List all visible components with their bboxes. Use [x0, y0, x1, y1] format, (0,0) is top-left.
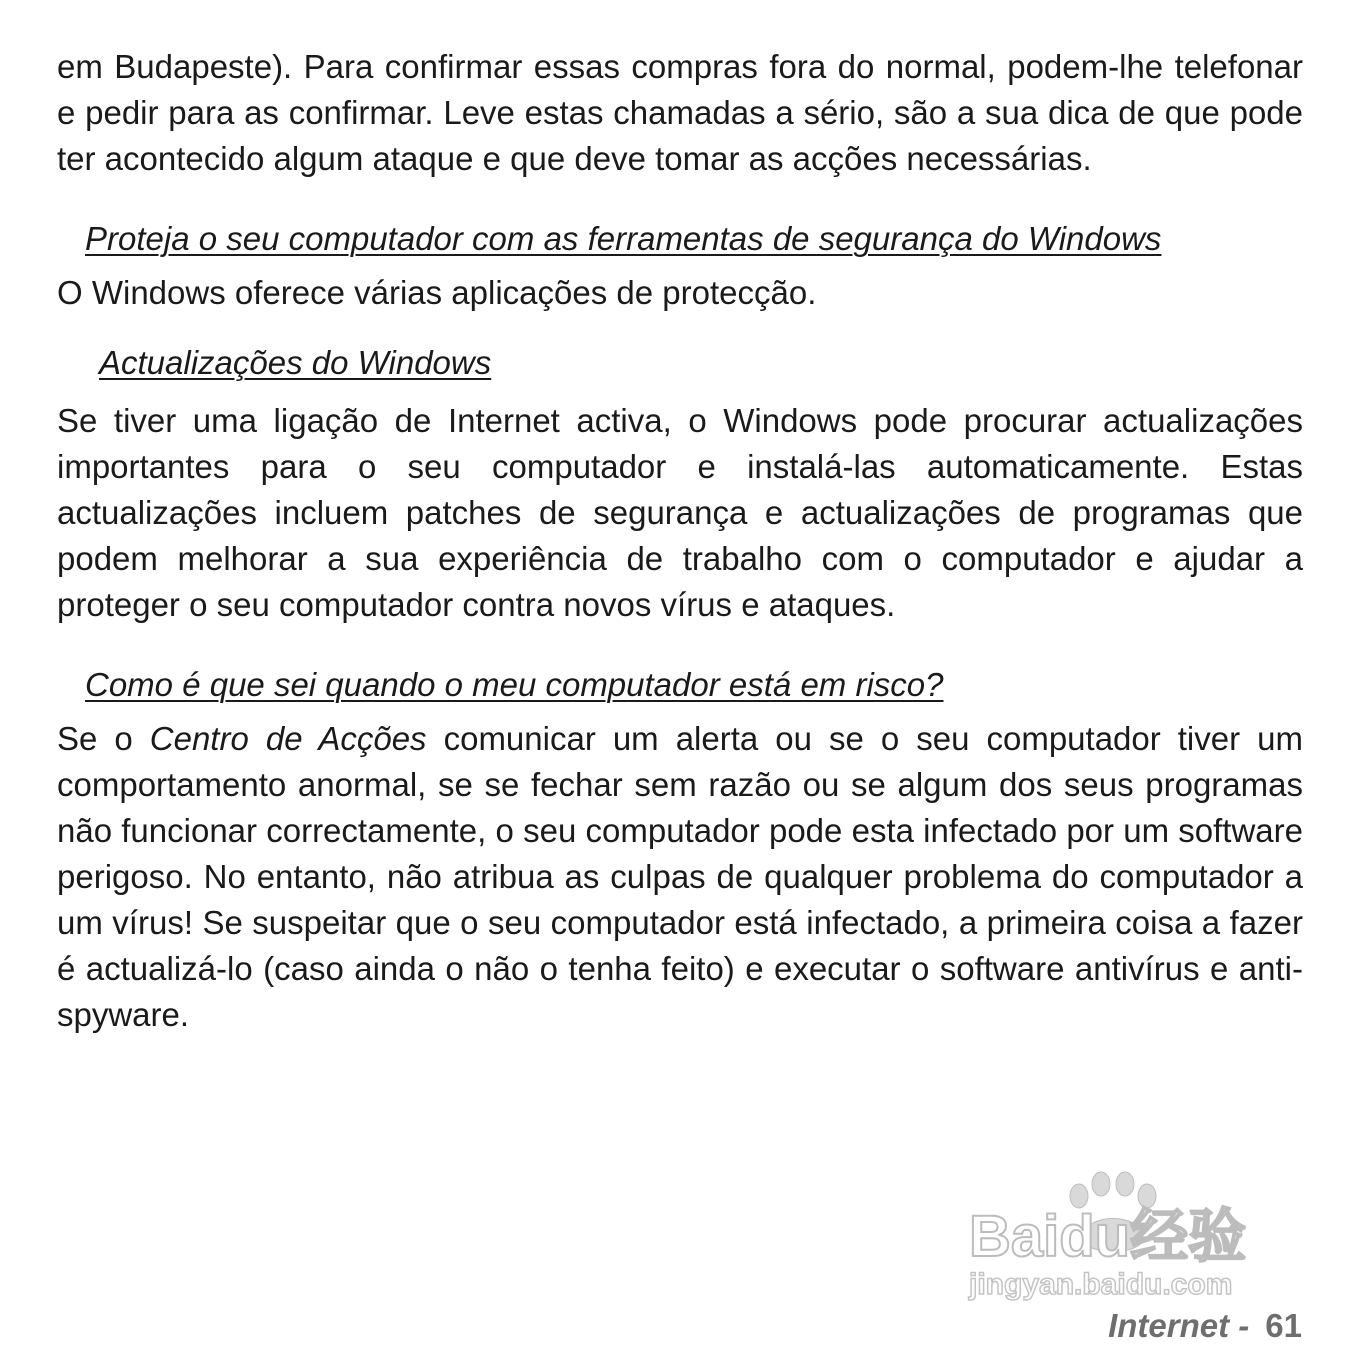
page-number: 61: [1265, 1307, 1302, 1344]
paragraph-risk: [57, 716, 1303, 1038]
paragraph-risk-rest: comunicar um alerta ou se o seu computador tiver um comportamento anormal, se se fechar sem razão ou se algum dos seus programas não funcionar correctamente, o seu computador pode esta infectado por um software perigoso. No entanto, não atribua as culpas de qualquer problema do computador a um vírus! Se suspeitar que o seu computador está infectado, a primeira coisa a fazer é actualizá-lo (caso ainda o não o tenha feito) e executar o software antivírus e anti-spyware.: [57, 720, 1303, 1033]
paragraph-updates: Se tiver uma ligação de Internet activa, o Windows pode procurar actualizações importantes para o seu computador e instalá-las automaticamente. Estas actualizações incluem patches de segurança e actualizações de programas que podem melhorar a sua experiência de trabalho com o computador e ajudar a proteger o seu computador contra novos vírus e ataques.: [57, 402, 1303, 623]
watermark-brand: Baidu经验: [969, 1204, 1247, 1269]
paragraph-windows-protection: O Windows oferece várias aplicações de protecção.: [57, 274, 817, 311]
page-footer: [1108, 1306, 1302, 1346]
paragraph-risk-start: Se o: [57, 720, 150, 757]
heading-windows-updates: Actualizações do Windows: [99, 344, 492, 381]
document-page: [57, 44, 1303, 1038]
heading-computer-at-risk: Como é que sei quando o meu computador está em risco?: [85, 666, 944, 703]
watermark-url: jingyan.baidu.com: [969, 1268, 1233, 1301]
action-center-term: Centro de Acções: [149, 720, 427, 757]
heading-protect-computer: Proteja o seu computador com as ferramentas de segurança do Windows: [85, 220, 1162, 257]
footer-section-title: Internet -: [1108, 1307, 1250, 1344]
paragraph-intro: em Budapeste). Para confirmar essas compras fora do normal, podem-lhe telefonar e pedir para as confirmar. Leve estas chamadas a sério, são a sua dica de que pode ter acontecido algum ataque e que deve tomar as acções necessárias.: [57, 48, 1303, 177]
baidu-jingyan-watermark: [965, 1168, 1285, 1308]
